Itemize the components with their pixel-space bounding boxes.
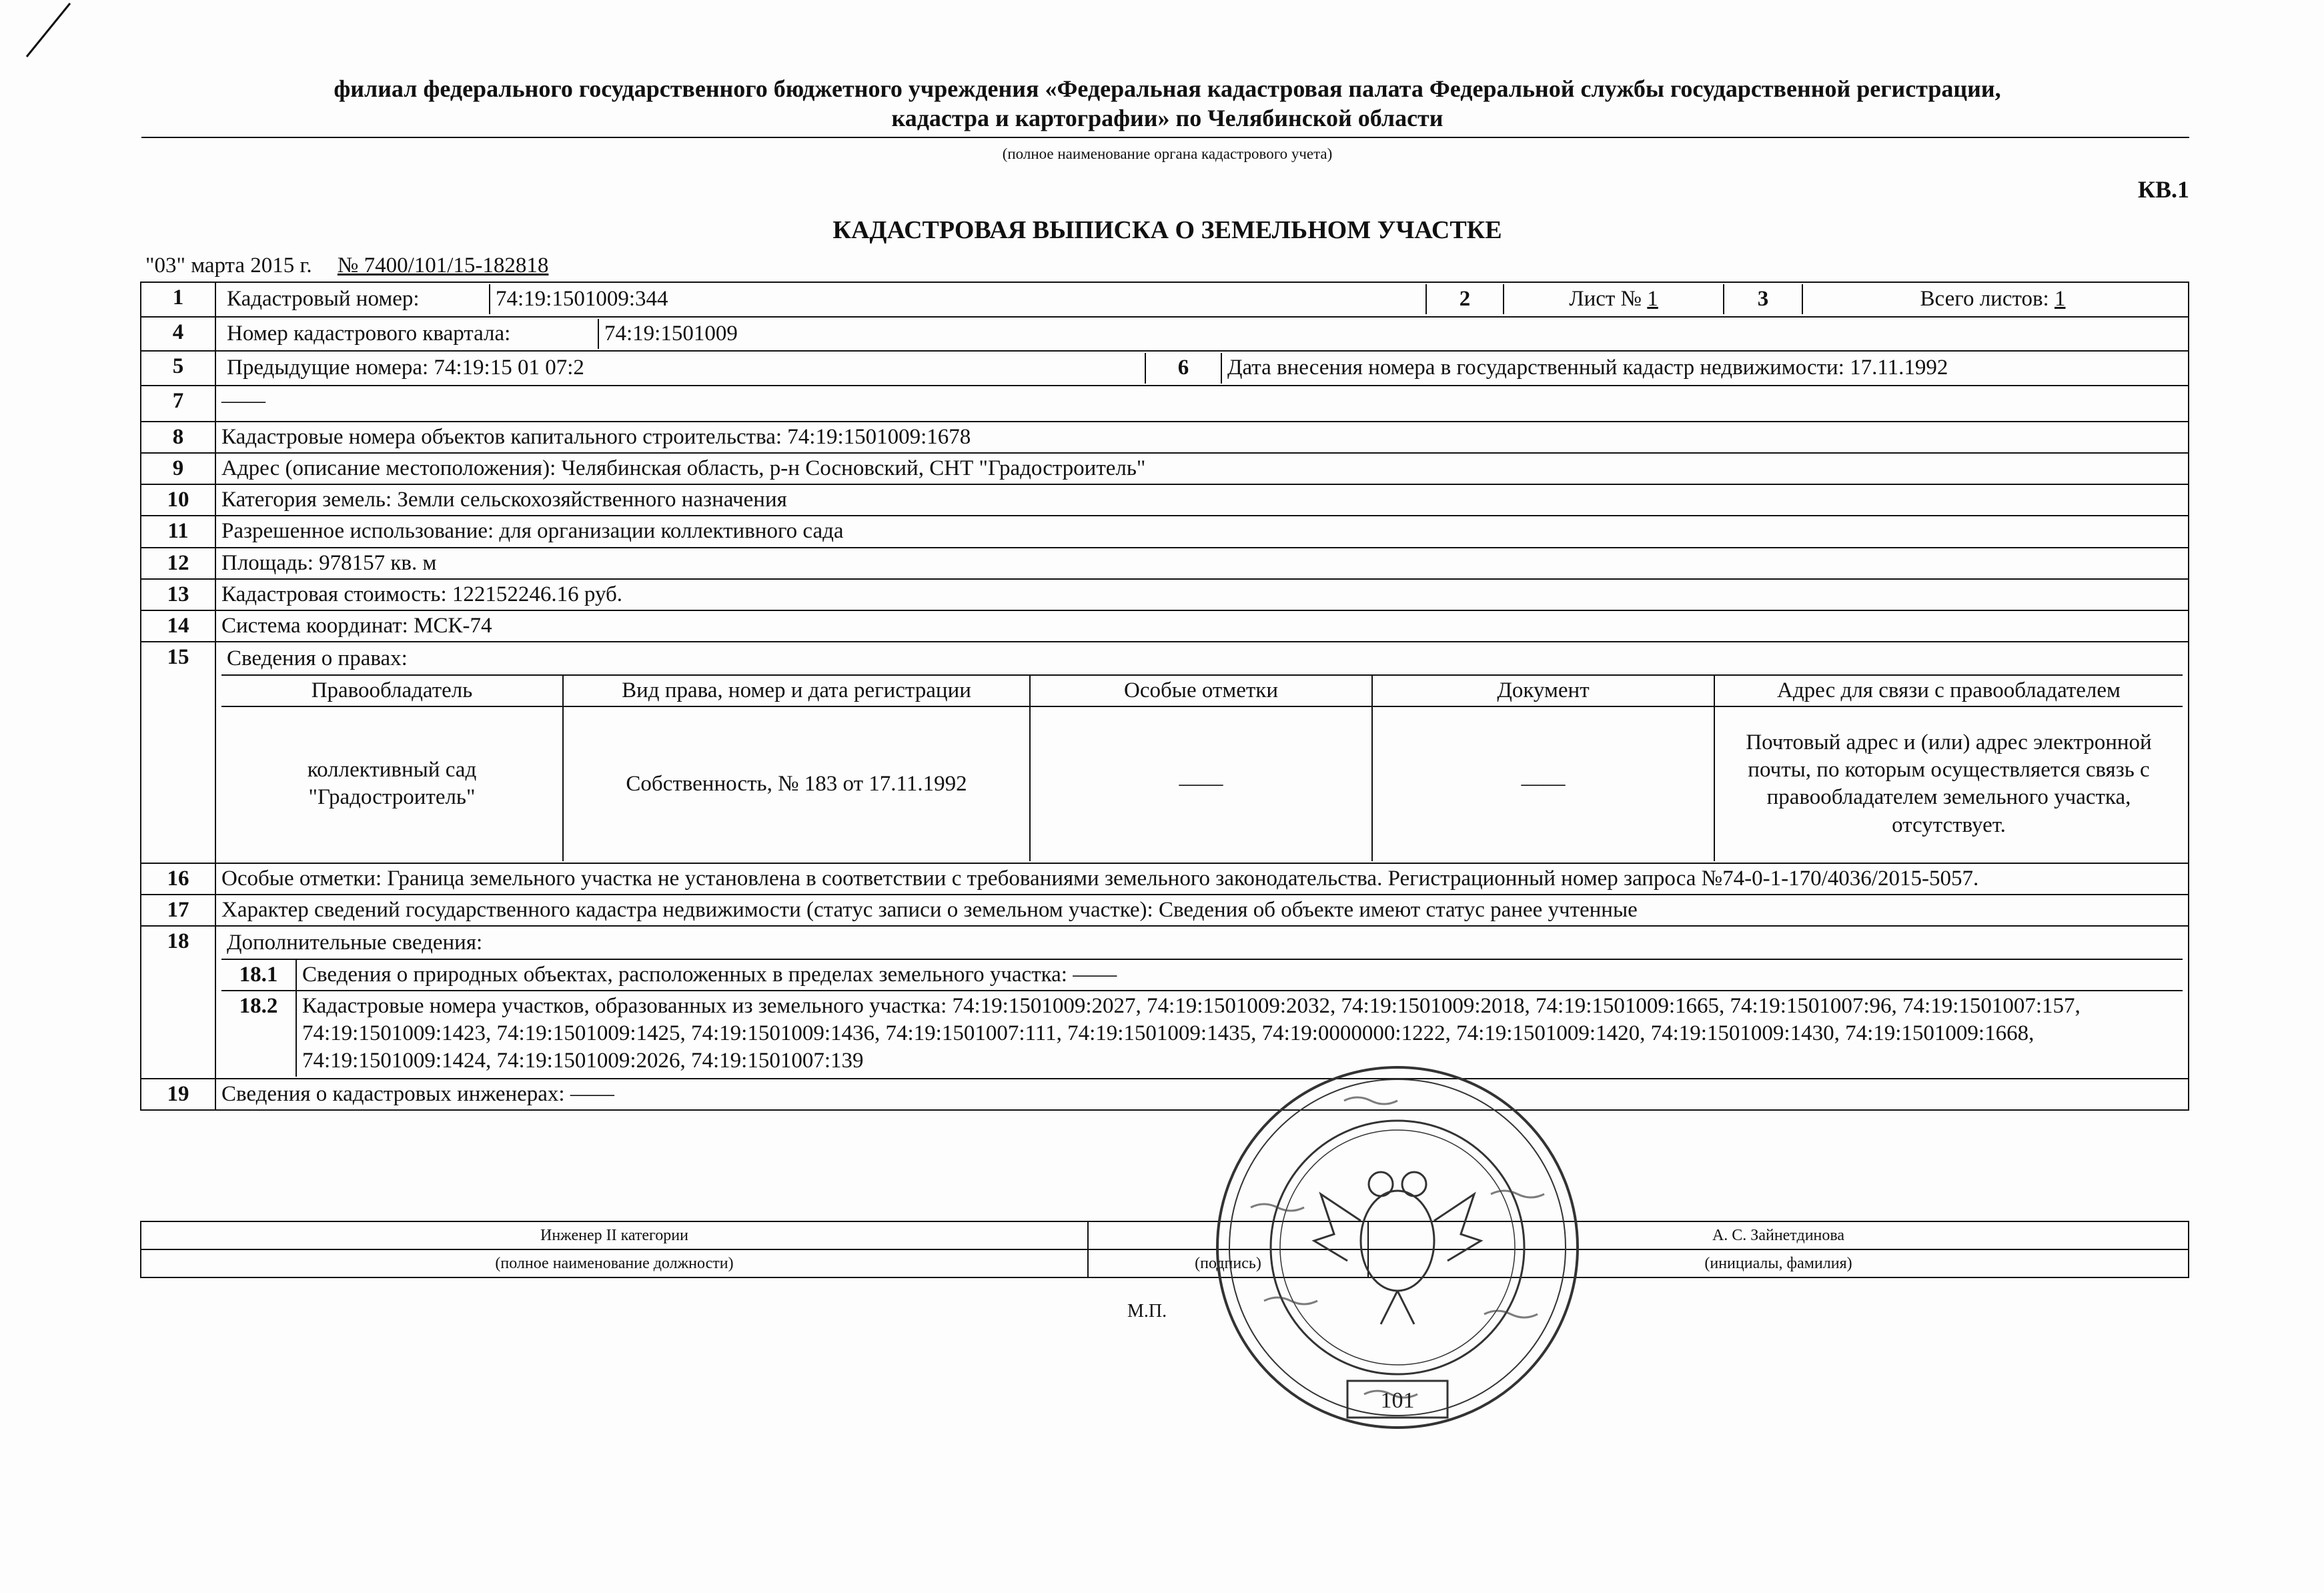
sheet-label: Лист № [1569,287,1642,311]
row-11 [141,516,2189,547]
record-status: Характер сведений государственного кадастра недвижимости (статус записи о земельном участке): Сведения об объекте имеют статус ранее учтенные [215,895,2189,926]
eagle-emblem [1314,1172,1481,1324]
row-number: 11 [141,516,215,547]
row-number: 9 [141,453,215,484]
issuer-caption: (полное наименование органа кадастрового учета) [1002,145,1333,162]
previous-numbers: Предыдущие номера: 74:19:15 01 07:2 [221,353,1145,383]
row-number: 14 [141,610,215,642]
rights-col-document: Документ [1372,676,1714,706]
permitted-use: Разрешенное использование: для организации коллективного сада [215,516,2189,547]
row-number: 7 [141,386,215,422]
subrow-18-2-number: 18.2 [221,991,296,1077]
row-1 [141,282,2189,317]
row-number: 18 [141,926,215,1078]
row-9 [141,453,2189,484]
document-date-number [145,253,548,278]
additional-info-heading: Дополнительные сведения: [221,928,2183,959]
name-caption: (инициалы, фамилия) [1368,1249,2189,1277]
total-sheets [1802,284,2183,314]
natural-objects: Сведения о природных объектах, расположенных в пределах земельного участка: —— [302,962,1117,987]
row-14 [141,610,2189,642]
area: Площадь: 978157 кв. м [215,548,2189,579]
row-number: 19 [141,1079,215,1110]
rights-heading: Сведения о правах: [221,644,2183,675]
cadastral-number-value: 74:19:1501009:344 [490,284,1426,314]
corner-mark [20,0,80,60]
registration-date: Дата внесения номера в государственный кадастр недвижимости: 17.11.1992 [1227,356,1948,380]
rights-table [221,676,2183,861]
row-18 [141,926,2189,1078]
cadastral-value: Кадастровая стоимость: 122152246.16 руб. [215,579,2189,610]
rights-col-owner: Правообладатель [221,676,563,706]
rights-data-row [221,706,2183,861]
rights-col-notes: Особые отметки [1030,676,1372,706]
quarter-number-value: 74:19:1501009 [604,322,738,346]
row-17 [141,895,2189,926]
signature-caption: (подпись) [1088,1249,1368,1277]
official-seal-stamp [1211,1061,1584,1434]
capital-objects: Кадастровые номера объектов капитального строительства: 74:19:1501009:1678 [215,422,2189,453]
coordinate-system: Система координат: МСК-74 [215,610,2189,642]
right-type: Собственность, № 183 от 17.11.1992 [563,706,1030,861]
row-number: 4 [141,317,215,351]
total-sheets-label: Всего листов: [1920,287,2049,311]
field-3-number: 3 [1724,284,1802,314]
cadastral-table [140,282,2189,1111]
stamp-place-label: М.П. [1127,1301,1167,1321]
contact-address: Почтовый адрес и (или) адрес электронной почты, по которым осуществляется связь с правообладателем земельного участка, отсутствует. [1746,730,2152,837]
derived-parcels: Кадастровые номера участков, образованных из земельного участка: 74:19:1501009:2027, 74:19:1501009:2032, 74:19:1501009:2018, 74:19:1501009:1665, 74:19:1501007:96, 74:19:1501007:157, 74:19:1501009:1423, 74:19:1501009:1425, 74:19:1501009:1436, 74:19:1501007:111, 74:19:1501009:1435, 74:19:0000000:1222, 74:19:1501009:1420, 74:19:1501009:1430, 74:19:1501009:1668, 74:19:1501009:1424, 74:19:1501009:2026, 74:19:1501007:139 [302,993,2081,1073]
row-16 [141,863,2189,895]
row-7-value: —— [215,386,2189,422]
document-number: № 7400/101/15-182818 [337,253,549,278]
row-number: 10 [141,484,215,516]
address: Адрес (описание местоположения): Челябинская область, р-н Сосновский, СНТ "Градостроитель" [215,453,2189,484]
row-4 [141,317,2189,351]
rights-col-type: Вид права, номер и дата регистрации [563,676,1030,706]
row-12 [141,548,2189,579]
issuer-name-line1: филиал федерального государственного бюджетного учреждения «Федеральная кадастровая палата Федеральной службы государственной регистрации, [334,75,2001,102]
sheet-number [1504,284,1724,314]
row-number: 15 [141,642,215,863]
document: —— [1372,706,1714,861]
cadastral-number-label: Кадастровый номер: [221,284,490,314]
row-5 [141,351,2189,385]
document-date: "03" марта 2015 г. [145,253,312,278]
row-number: 5 [141,351,215,385]
special-notes: —— [1030,706,1372,861]
field-6-number: 6 [1145,353,1221,383]
row-7 [141,386,2189,422]
seal-number: 101 [1380,1388,1415,1413]
signer-name: А. С. Зайнетдинова [1368,1221,2189,1249]
row-15 [141,642,2189,863]
row-number: 12 [141,548,215,579]
row-13 [141,579,2189,610]
field-2-number: 2 [1426,284,1504,314]
quarter-number-label: Номер кадастрового квартала: [221,319,598,349]
cadastral-engineers: Сведения о кадастровых инженерах: —— [215,1079,2189,1110]
row-10 [141,484,2189,516]
signature-block [140,1221,2189,1278]
row-8 [141,422,2189,453]
rights-header-row [221,676,2183,706]
issuer-underline [141,137,2189,138]
sheet-value: 1 [1647,287,1658,311]
subrow-18-1-number: 18.1 [221,960,296,991]
row-number: 16 [141,863,215,895]
owner-name: коллективный сад "Градостроитель" [221,706,563,861]
land-category: Категория земель: Земли сельскохозяйственного назначения [215,484,2189,516]
signer-position: Инженер II категории [141,1221,1088,1249]
special-marks: Особые отметки: Граница земельного участка не установлена в соответствии с требованиями земельного законодательства. Регистрационный номер запроса №74-0-1-170/4036/2015-5057. [215,863,2189,895]
total-sheets-value: 1 [2054,287,2066,311]
row-19 [141,1079,2189,1110]
form-code: КВ.1 [2137,176,2189,203]
row-number: 1 [141,282,215,317]
position-caption: (полное наименование должности) [141,1249,1088,1277]
document-title: КАДАСТРОВАЯ ВЫПИСКА О ЗЕМЕЛЬНОМ УЧАСТКЕ [832,216,1502,244]
issuer-name-line2: кадастра и картографии» по Челябинской области [891,105,1443,131]
row-number: 8 [141,422,215,453]
row-number: 17 [141,895,215,926]
rights-col-contact: Адрес для связи с правообладателем [1714,676,2183,706]
row-number: 13 [141,579,215,610]
